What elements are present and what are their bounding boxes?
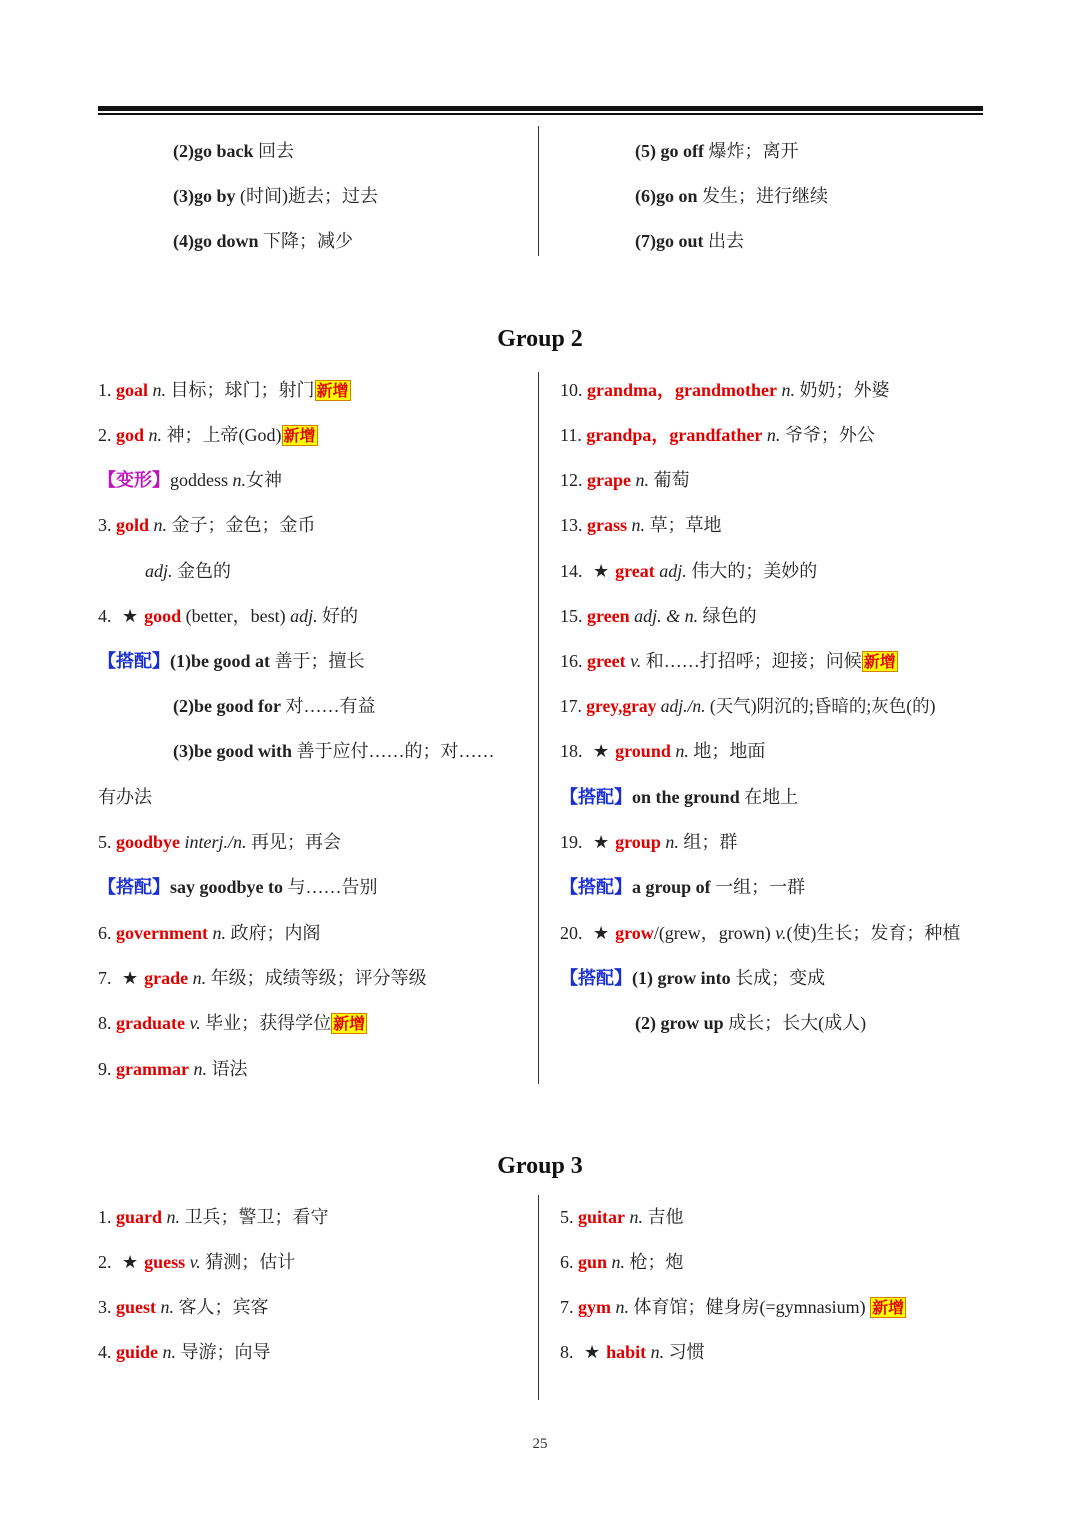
star-icon: ★ [122,968,139,988]
variant-goddess: 【变形】goddess n.女神 [98,470,282,490]
collocation-be-good-at: 【搭配】(1)be good at 善于；擅长 [98,651,365,671]
entry-grammar: 9. grammar n. 语法 [98,1059,248,1079]
entry-gym: 7. gym n. 体育馆；健身房(=gymnasium) 新增 [560,1297,905,1317]
page-number: 25 [532,1436,548,1452]
star-icon: ★ [593,923,610,943]
entry-graduate: 8. graduate v. 毕业；获得学位 新增 [98,1013,366,1033]
new-badge: 新增 [283,426,316,445]
entry-goodbye: 5. goodbye interj./n. 再见；再会 [98,832,342,852]
star-icon: ★ [593,832,610,852]
group-3-column-divider [538,1195,539,1400]
entry-guard: 1. guard n. 卫兵；警卫；看守 [98,1207,329,1227]
collocation-be-good-with: (3)be good with 善于应付……的；对…… [173,741,495,761]
entry-grass: 13. grass n. 草；草地 [560,515,722,535]
entry-grandpa: 11. grandpa，grandfather n. 爷爷；外公 [560,425,875,445]
entry-grandma: 10. grandma，grandmother n. 奶奶；外婆 [560,380,890,400]
header-rule-thick [98,106,983,111]
phrase-go-out: (7)go out 出去 [635,231,744,251]
new-badge: 新增 [872,1298,905,1317]
star-icon: ★ [584,1342,601,1362]
entry-ground: 18. ★ ground n. 地；地面 [560,741,766,761]
star-icon: ★ [122,606,139,626]
entry-good: 4. ★ good (better，best) adj. 好的 [98,606,359,626]
phrase-go-down: (4)go down 下降；减少 [173,231,354,251]
group-3-title: Group 3 [497,1153,583,1179]
phrase-go-off: (5) go off 爆炸；离开 [635,141,799,161]
entry-goal: 1. goal n. 目标；球门；射门 新增 [98,380,349,400]
entry-gold-adj: adj. 金色的 [145,561,232,581]
collocation-grow-into: 【搭配】(1) grow into 长成；变成 [560,968,826,988]
entry-grape: 12. grape n. 葡萄 [560,470,690,490]
entry-grey: 17. grey,gray adj./n. (天气)阴沉的;昏暗的;灰色(的) [560,696,936,716]
header-rule-thin [98,113,983,115]
phrase-go-by: (3)go by (时间)逝去；过去 [173,186,378,206]
star-icon: ★ [593,741,610,761]
collocation-on-the-ground: 【搭配】on the ground 在地上 [560,787,799,807]
entry-guest: 3. guest n. 客人；宾客 [98,1297,269,1317]
group-2-title: Group 2 [497,326,583,352]
new-badge: 新增 [863,652,896,671]
entry-guitar: 5. guitar n. 吉他 [560,1207,684,1227]
entry-gun: 6. gun n. 枪；炮 [560,1252,684,1272]
collocation-be-good-for: (2)be good for 对……有益 [173,696,376,716]
entry-guess: 2. ★ guess v. 猜测；估计 [98,1252,296,1272]
entry-grow: 20. ★ grow/(grew，grown) v.(使)生长；发育；种植 [560,923,961,943]
entry-god: 2. god n. 神；上帝(God) 新增 [98,425,316,445]
entry-habit: 8. ★ habit n. 习惯 [560,1342,705,1362]
entry-grade: 7. ★ grade n. 年级；成绩等级；评分等级 [98,968,427,988]
entry-green: 15. green adj. & n. 绿色的 [560,606,757,626]
new-badge: 新增 [333,1014,366,1033]
group-2-column-divider [538,372,539,1084]
phrase-go-on: (6)go on 发生；进行继续 [635,186,828,206]
collocation-a-group-of: 【搭配】a group of 一组；一群 [560,877,806,897]
entry-great: 14. ★ great adj. 伟大的；美妙的 [560,561,818,581]
entry-government: 6. government n. 政府；内阁 [98,923,321,943]
phrase-go-back: (2)go back 回去 [173,141,294,161]
collocation-say-goodbye-to: 【搭配】say goodbye to 与……告别 [98,877,378,897]
entry-group: 19. ★ group n. 组；群 [560,832,738,852]
star-icon: ★ [593,561,610,581]
entry-greet: 16. greet v. 和……打招呼；迎接；问候 新增 [560,651,896,671]
collocation-be-good-with-cont: 有办法 [98,787,152,807]
new-badge: 新增 [316,381,349,400]
star-icon: ★ [122,1252,139,1272]
entry-guide: 4. guide n. 导游；向导 [98,1342,271,1362]
entry-gold: 3. gold n. 金子；金色；金币 [98,515,316,535]
top-column-divider [538,126,539,256]
collocation-grow-up: (2) grow up 成长；长大(成人) [635,1013,867,1033]
